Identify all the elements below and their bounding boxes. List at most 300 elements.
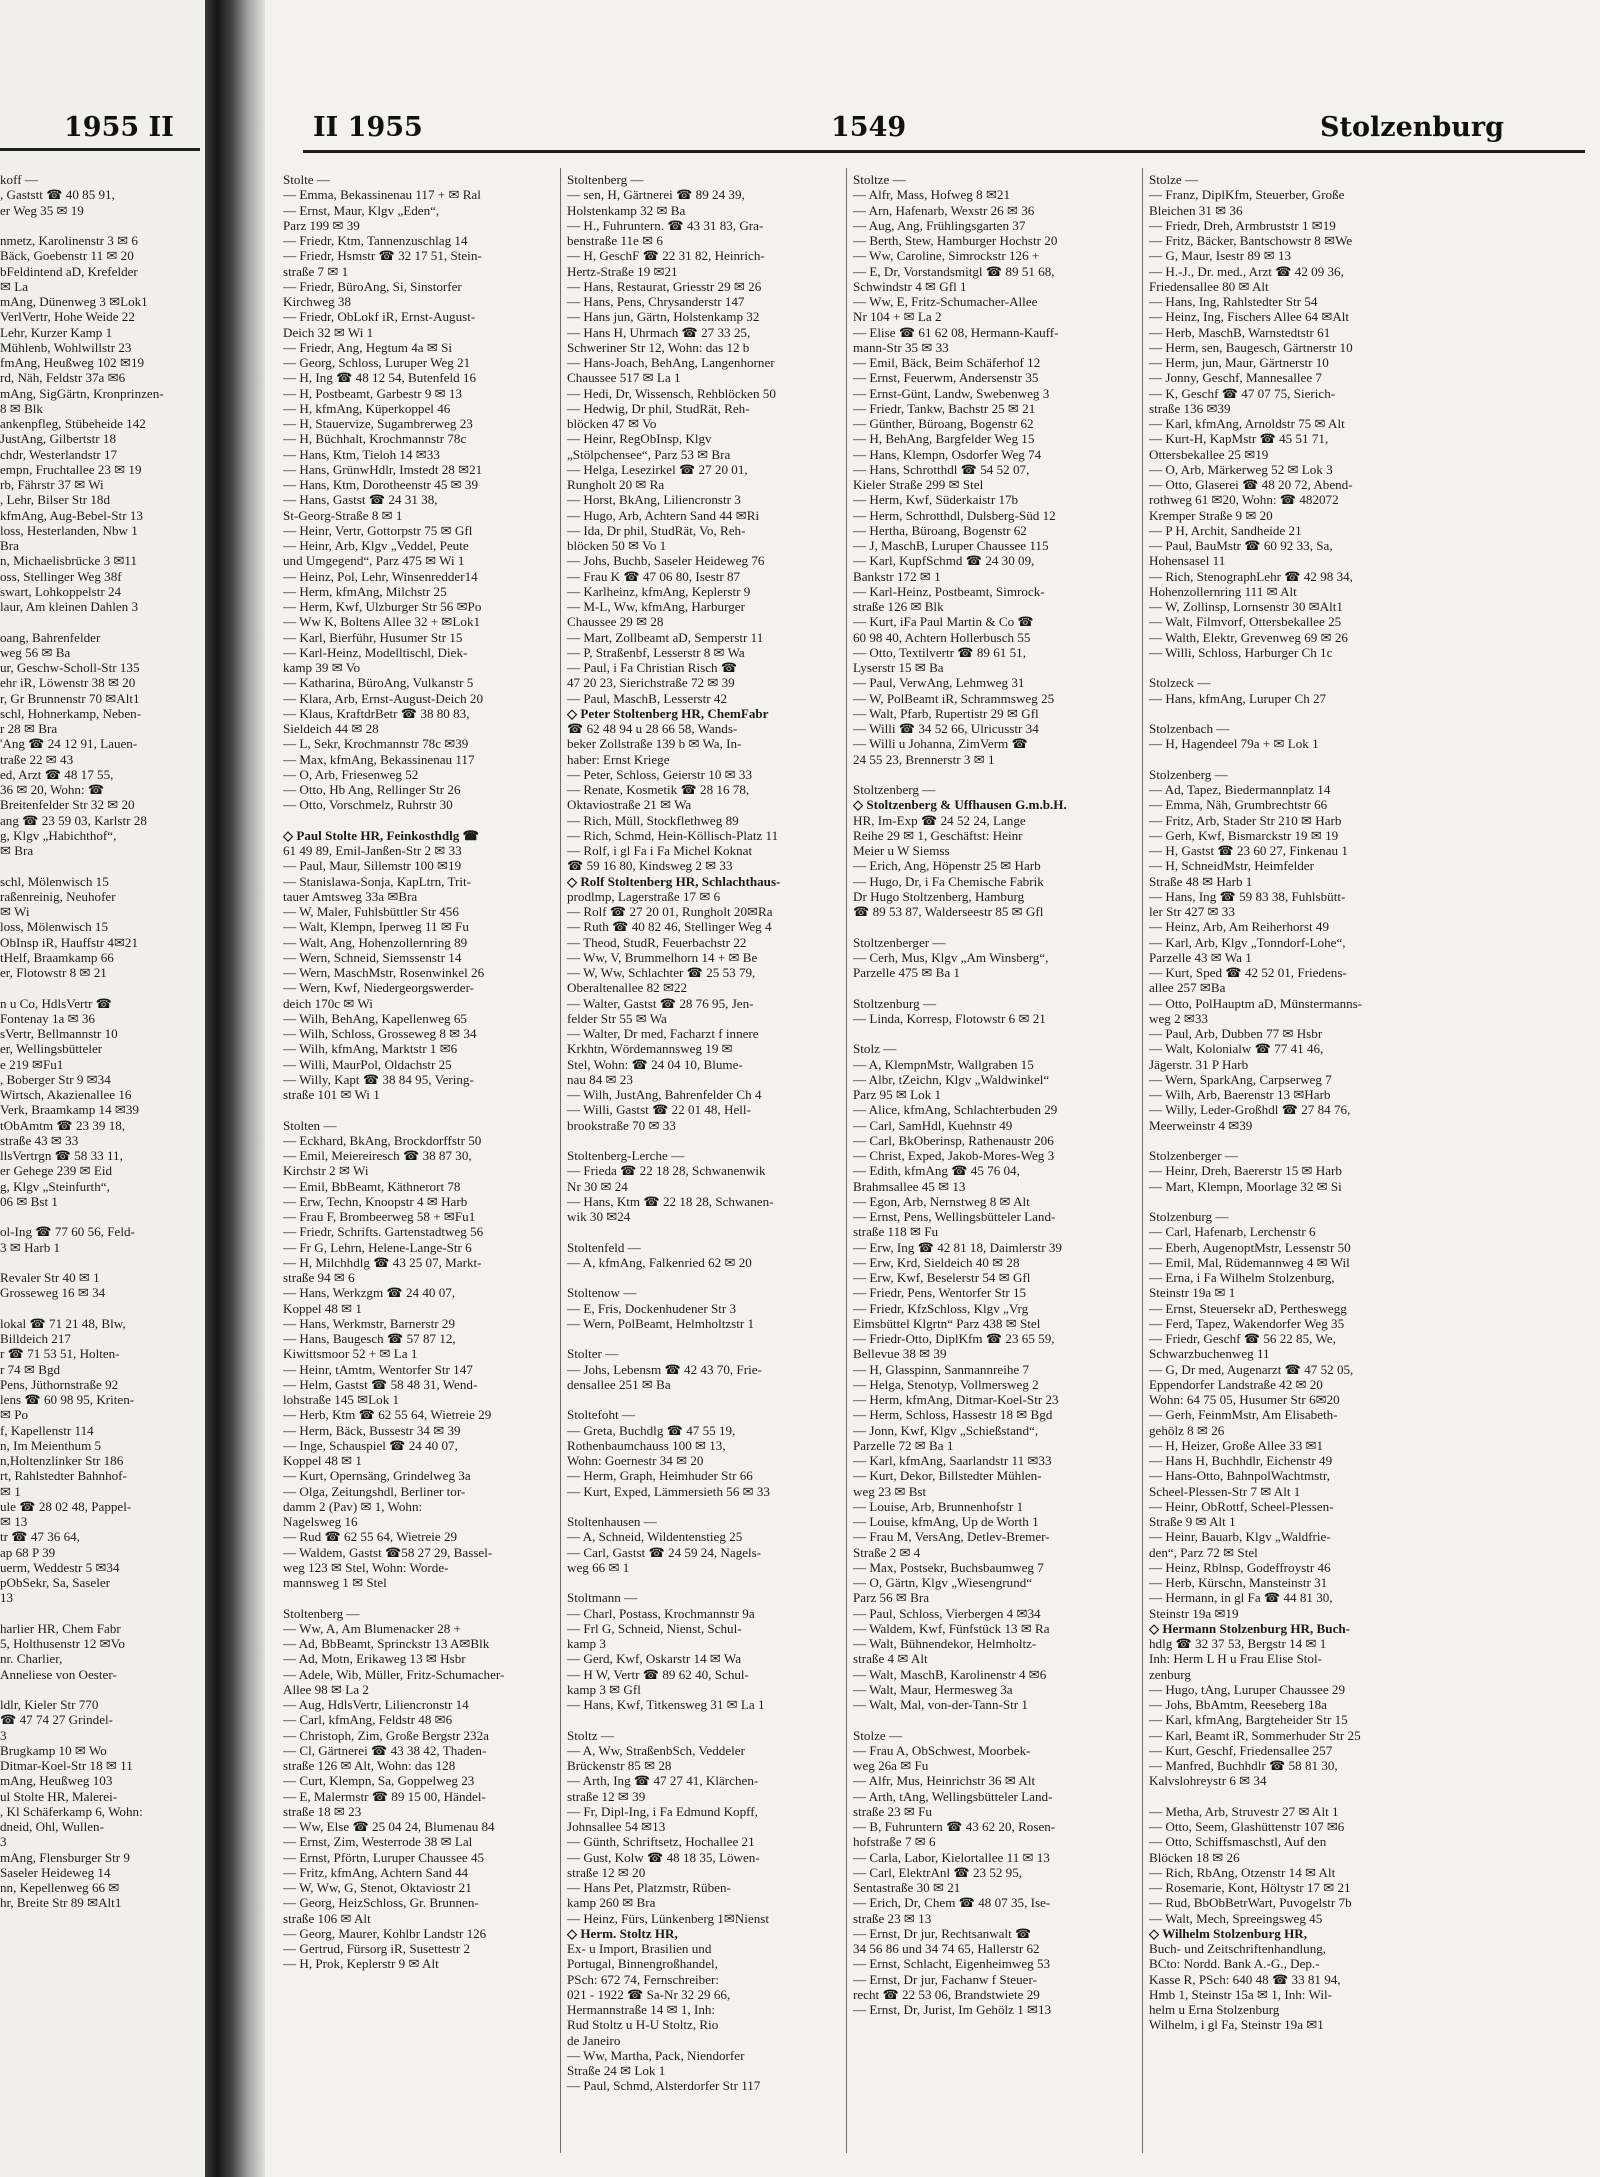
directory-entry-line: er, Wellingsbütteler: [0, 1041, 103, 1057]
directory-entry-line: — Ernst, Pens, Wellingsbütteler Land-: [853, 1209, 1056, 1224]
directory-entry-line: — Karl, Beamt iR, Sommerhuder Str 25: [1149, 1727, 1361, 1743]
directory-entry-line: 3: [0, 1727, 7, 1743]
directory-entry-line: Stoltze —: [853, 172, 906, 187]
directory-entry-line: straße 4 ✉ Alt: [853, 1651, 928, 1667]
directory-entry-line: — E, Dr, Vorstandsmitgl ☎ 89 51 68,: [853, 263, 1055, 279]
directory-entry-line: Koppel 48 ✉ 1: [283, 1453, 362, 1468]
directory-entry-line: Holstenkamp 32 ✉ Ba: [567, 202, 686, 218]
directory-entry-line: Straße 2 ✉ 4: [853, 1544, 921, 1560]
directory-entry-line: schl, Mölenwisch 15: [0, 873, 109, 889]
directory-entry-line: Bankstr 172 ✉ 1: [853, 568, 941, 584]
directory-entry-line: swart, Lohkoppelstr 24: [0, 583, 122, 599]
directory-entry-line: — Hans, Ktm ☎ 22 18 28, Schwanen-: [567, 1193, 774, 1209]
directory-entry-line: — Friedr-Otto, DiplKfm ☎ 23 65 59,: [853, 1331, 1055, 1346]
directory-entry-line: — Karl, kfmAng, Saarlandstr 11 ✉33: [853, 1453, 1052, 1468]
directory-entry-line: — Herm, jun, Maur, Gärtnerstr 10: [1149, 355, 1329, 370]
directory-entry-line: Stolzenbach —: [1149, 721, 1230, 736]
directory-entry-line: [567, 1133, 837, 1148]
directory-entry-line: r, Gr Brunnenstr 70 ✉Alt1: [0, 690, 140, 706]
directory-entry-line: — Erich, Dr, Chem ☎ 48 07 35, Ise-: [853, 1895, 1051, 1911]
directory-entry-line: — Klaus, KraftdrBetr ☎ 38 80 83,: [283, 705, 470, 721]
directory-entry-line: — Wern, MaschMstr, Rosenwinkel 26: [283, 965, 485, 980]
directory-entry-line: — Emil, Mal, Rüdemannweg 4 ✉ Wil: [1149, 1254, 1350, 1270]
directory-entry-line: Straße 24 ✉ Lok 1: [567, 2063, 666, 2078]
directory-entry-line: — O, Arb, Märkerweg 52 ✉ Lok 3: [1149, 461, 1333, 477]
directory-entry-line: Nagelsweg 16: [283, 1514, 358, 1529]
directory-entry-line: ap 68 P 39: [0, 1544, 56, 1560]
directory-entry-line: nmetz, Karolinenstr 3 ✉ 6: [0, 233, 138, 248]
directory-entry-line: bFeldintend aD, Krefelder: [0, 263, 138, 279]
directory-entry-line: ehr iR, Löwenstr 38 ✉ 20: [0, 675, 136, 691]
directory-entry-line: straße 136 ✉39: [1149, 400, 1231, 416]
directory-entry-line: 13: [0, 1590, 14, 1606]
directory-entry-line: 36 ✉ 20, Wohn: ☎: [0, 782, 105, 797]
directory-entry-line: Stoltzenburg —: [853, 995, 937, 1011]
directory-entry-line: — Hans-Otto, BahnpolWachtmstr,: [1149, 1468, 1330, 1484]
directory-entry-line: — Otto, Schiffsmaschstl, Auf den: [1149, 1834, 1327, 1850]
directory-entry-line: Mühlenb, Wohlwillstr 23: [0, 339, 132, 355]
directory-entry-line: [1149, 1133, 1589, 1148]
directory-entry-line: — G, Maur, Isestr 89 ✉ 13: [1149, 248, 1292, 264]
directory-entry-line: — Friedr, ObLokf iR, Ernst-August-: [283, 309, 476, 325]
directory-entry-line: Oberaltenallee 82 ✉22: [567, 980, 688, 996]
directory-entry-line: — Albr, tZeichn, Klgv „Waldwinkel“: [853, 1071, 1050, 1087]
directory-entry-line: — Hans jun, Gärtn, Holstenkamp 32: [567, 309, 760, 325]
directory-entry-line: — Carl, Hafenarb, Lerchenstr 6: [1149, 1224, 1316, 1240]
directory-entry-line: kamp 3 ✉ Gfl: [567, 1681, 641, 1697]
directory-entry-line: tHelf, Braamkamp 66: [0, 949, 114, 965]
directory-entry-line: Grosseweg 16 ✉ 34: [0, 1285, 106, 1301]
directory-entry-line: — Rolf ☎ 27 20 01, Rungholt 20✉Ra: [567, 904, 773, 919]
directory-entry-line: — Ww, Else ☎ 25 04 24, Blumenau 84: [283, 1819, 495, 1834]
directory-entry-line: — P, Straßenbf, Lesserstr 8 ✉ Wa: [567, 644, 745, 660]
directory-entry-line: — Walt, Maur, Hermesweg 3a: [853, 1681, 1013, 1697]
directory-entry-line: ankenpfleg, Stübeheide 142: [0, 416, 146, 431]
directory-entry-line: — H, SchneidMstr, Heimfelder: [1149, 858, 1314, 874]
directory-entry-line: lokal ☎ 71 21 48, Blw,: [0, 1315, 126, 1331]
directory-entry-line: hdlg ☎ 32 37 53, Bergstr 14 ✉ 1: [1149, 1636, 1327, 1651]
directory-entry-line: tObAmtm ☎ 23 39 18,: [0, 1117, 126, 1133]
directory-entry-line: — Carl, BkOberinsp, Rathenaustr 206: [853, 1132, 1054, 1148]
directory-entry-line: [1149, 706, 1589, 721]
directory-entry-line: Buch- und Zeitschriftenhandlung,: [1149, 1941, 1327, 1956]
directory-entry-line: — Heinr, tAmtm, Wentorfer Str 147: [283, 1361, 473, 1377]
directory-entry-line: — Herm, sen, Baugesch, Gärtnerstr 10: [1149, 339, 1353, 355]
directory-entry-line: gehölz 8 ✉ 26: [1149, 1422, 1225, 1438]
directory-entry-line: g, Klgv „Steinfurth“,: [0, 1178, 110, 1194]
directory-entry-line: ✉ 13: [0, 1514, 28, 1529]
directory-entry-line: — Arth, tAng, Wellingsbütteler Land-: [853, 1788, 1053, 1804]
directory-entry-line: — Rich, Schmd, Hein-Köllisch-Platz 11: [567, 827, 779, 843]
left-page-column: [0, 172, 198, 2147]
directory-entry-line: — Hans H, Buchhdlr, Eichenstr 49: [1149, 1453, 1333, 1468]
directory-entry-line: — Eckhard, BkAng, Brockdorffstr 50: [283, 1132, 482, 1148]
directory-entry-line: dneid, Ohl, Wullen-: [0, 1819, 104, 1834]
directory-entry-line: — Paul, Schmd, Alsterdorfer Str 117: [567, 2078, 761, 2094]
directory-entry-line: — Herb, MaschB, Warnstedtstr 61: [1149, 324, 1331, 340]
directory-entry-line: — H, Ing ☎ 48 12 54, Butenfeld 16: [283, 370, 477, 386]
directory-entry-line: 3 ✉ Harb 1: [0, 1239, 61, 1255]
directory-entry-line: — Ernst, Feuerwm, Andersenstr 35: [853, 370, 1039, 386]
directory-entry-line: — H, GeschF ☎ 22 31 82, Heinrich-: [567, 248, 765, 264]
directory-entry-line: Ditmar-Koel-Str 18 ✉ 11: [0, 1758, 133, 1773]
directory-entry-line: weg 66 ✉ 1: [567, 1559, 630, 1575]
directory-entry-line: [0, 1606, 198, 1621]
directory-entry-line: ler Str 427 ✉ 33: [1149, 904, 1235, 919]
directory-entry-line: Stolte —: [283, 172, 330, 187]
directory-entry-line: Schweriner Str 12, Wohn: das 12 b: [567, 339, 750, 355]
directory-entry-line: — sen, H, Gärtnerei ☎ 89 24 39,: [567, 187, 745, 203]
directory-entry-line: ang ☎ 23 59 03, Karlstr 28: [0, 812, 147, 828]
directory-entry-line: — Gerd, Kwf, Oskarstr 14 ✉ Wa: [567, 1651, 742, 1667]
directory-entry-line: — Ernst, Dr jur, Fachanw f Steuer-: [853, 1971, 1037, 1987]
directory-entry-line: — Egon, Arb, Nernstweg 8 ✉ Alt: [853, 1193, 1030, 1209]
directory-entry-line: pObSekr, Sa, Saseler: [0, 1575, 111, 1590]
directory-entry-line: JustAng, Gilbertstr 18: [0, 431, 117, 447]
directory-entry-line: — Heinr, Vertr, Gottorpstr 75 ✉ Gfl: [283, 522, 473, 538]
directory-entry-line: Stolzeck —: [1149, 675, 1211, 691]
directory-entry-line: — Erw, Ing ☎ 42 81 18, Daimlerstr 39: [853, 1239, 1062, 1255]
directory-entry-line: 60 98 40, Achtern Hollerbusch 55: [853, 629, 1031, 645]
directory-entry-line: — Heinr, Dreh, Baererstr 15 ✉ Harb: [1149, 1163, 1342, 1179]
directory-entry-line: Wilhelm, i gl Fa, Steinstr 19a ✉1: [1149, 2017, 1324, 2033]
directory-entry-line: — Curt, Klempn, Sa, Goppelweg 23: [283, 1773, 475, 1789]
directory-entry-line: Portugal, Binnengroßhandel,: [567, 1956, 718, 1972]
directory-entry-line: Chaussee 29 ✉ 28: [567, 614, 664, 630]
directory-entry-line: — Ernst, Dr jur, Rechtsanwalt ☎: [853, 1925, 1032, 1941]
directory-entry-line: Stolzenberger —: [1149, 1148, 1238, 1163]
directory-entry-line: straße 18 ✉ 23: [283, 1803, 362, 1819]
directory-entry-line: Pens, Jüthornstraße 92: [0, 1376, 119, 1392]
directory-entry-line: — Johs, Buchb, Saseler Heideweg 76: [567, 553, 765, 569]
directory-entry-line: [0, 1682, 198, 1697]
directory-entry-line: 5, Holthusenstr 12 ✉Vo: [0, 1636, 125, 1651]
directory-entry-line: Inh: Herm L H u Frau Elise Stol-: [1149, 1651, 1322, 1667]
directory-entry-line: — Helm, Gastst ☎ 58 48 31, Wend-: [283, 1376, 478, 1392]
directory-entry-line: recht ☎ 22 53 06, Brandstwiete 29: [853, 1986, 1040, 2002]
directory-entry-line: — Karl-Heinz, Postbeamt, Simrock-: [853, 583, 1045, 599]
directory-entry-line: — Rud, BbObBetrWart, Puvogelstr 7b: [1149, 1895, 1352, 1911]
directory-entry-line: Parz 95 ✉ Lok 1: [853, 1087, 942, 1102]
directory-entry-line: Chaussee 517 ✉ La 1: [567, 370, 681, 386]
directory-entry-line: — Linda, Korresp, Flotowstr 6 ✉ 21: [853, 1010, 1046, 1026]
directory-entry-line: — Wilh, kfmAng, Marktstr 1 ✉6: [283, 1041, 458, 1057]
directory-entry-line: — Ww, Caroline, Simrockstr 126 +: [853, 248, 1040, 264]
directory-entry-line: Saseler Heideweg 14: [0, 1864, 111, 1880]
directory-entry-line: Bäck, Goebenstr 11 ✉ 20: [0, 248, 134, 264]
directory-entry-line: — Ad, BbBeamt, Sprinckstr 13 A✉Blk: [283, 1636, 490, 1651]
directory-entry-line: — Kurt-H, KapMstr ☎ 45 51 71,: [1149, 431, 1329, 447]
directory-entry-line: 'Ang ☎ 24 12 91, Lauen-: [0, 736, 138, 752]
directory-entry-line: — Hans, kfmAng, Luruper Ch 27: [1149, 690, 1327, 706]
directory-entry-line: — Alfr, Mass, Hofweg 8 ✉21: [853, 187, 1011, 203]
directory-entry-line: weg 2 ✉33: [1149, 1010, 1208, 1026]
directory-entry-line: Rungholt 20 ✉ Ra: [567, 477, 665, 492]
directory-entry-line: Wirtsch, Akazienallee 16: [0, 1087, 132, 1102]
directory-entry-line: — H, Prok, Keplerstr 9 ✉ Alt: [283, 1956, 439, 1972]
directory-entry-line: — Otto, Vorschmelz, Ruhrstr 30: [283, 797, 453, 813]
directory-entry-line: — Adele, Wib, Müller, Fritz-Schumacher-: [283, 1666, 505, 1682]
directory-entry-line: — Herm, kfmAng, Ditmar-Koel-Str 23: [853, 1392, 1059, 1407]
directory-entry-line: [567, 1270, 837, 1285]
directory-entry-line: Stolzenberg —: [1149, 766, 1228, 782]
directory-entry-line: — Kurt, Dekor, Billstedter Mühlen-: [853, 1468, 1042, 1484]
directory-entry-line: [0, 858, 198, 873]
directory-entry-line: Deich 32 ✉ Wi 1: [283, 324, 374, 340]
directory-entry-line: — Peter, Schloss, Geierstr 10 ✉ 33: [567, 766, 753, 782]
directory-entry-line: — Heinz, Ing, Fischers Allee 64 ✉Alt: [1149, 309, 1350, 325]
directory-entry-line: — Fr G, Lehrn, Helene-Lange-Str 6: [283, 1239, 472, 1255]
directory-entry-line: beker Zollstraße 139 b ✉ Wa, In-: [567, 736, 742, 752]
directory-entry-line: — Rich, StenographLehr ☎ 42 98 34,: [1149, 568, 1353, 584]
directory-entry-line: nn, Kepellenweg 66 ✉: [0, 1880, 120, 1895]
directory-entry-line: Hohenzollernring 111 ✉ Alt: [1149, 583, 1297, 599]
directory-entry-line: und Umgegend“, Parz 475 ✉ Wi 1: [283, 553, 465, 569]
directory-entry-line: [853, 919, 1135, 934]
directory-entry-line: — Heinr, ObRottf, Scheel-Plessen-: [1149, 1498, 1334, 1514]
directory-entry-line: Parzelle 475 ✉ Ba 1: [853, 965, 960, 980]
directory-entry-line: Hohensasel 11: [1149, 553, 1226, 569]
directory-entry-line: — Gertrud, Fürsorg iR, Susettestr 2: [283, 1941, 471, 1956]
directory-entry-line: — Walt, Kolonialw ☎ 77 41 46,: [1149, 1041, 1324, 1057]
directory-entry-line: Billdeich 217: [0, 1331, 71, 1346]
directory-entry-line: — Hugo, Arb, Achtern Sand 44 ✉Ri: [567, 507, 760, 523]
directory-entry-line: n, Im Meienthum 5: [0, 1437, 102, 1453]
directory-entry-line: — Fr, Dipl-Ing, i Fa Edmund Kopff,: [567, 1803, 758, 1819]
directory-entry-line: — Hugo, tAng, Luruper Chaussee 29: [1149, 1681, 1346, 1697]
directory-column-2: [567, 172, 837, 2147]
directory-entry-line: Stolze —: [1149, 172, 1199, 187]
directory-entry-line: — Hedwig, Dr phil, StudRät, Reh-: [567, 400, 750, 416]
directory-entry-line: — Greta, Buchdlg ☎ 47 55 19,: [567, 1422, 736, 1438]
directory-entry-line: — M-L, Ww, kfmAng, Harburger: [567, 599, 745, 614]
directory-entry-line: — Christoph, Zim, Große Bergstr 232a: [283, 1727, 489, 1743]
directory-entry-line: r 74 ✉ Bgd: [0, 1361, 61, 1377]
directory-entry-line: ☎ 59 16 80, Kindsweg 2 ✉ 33: [567, 858, 733, 874]
directory-entry-line: — Willy, Kapt ☎ 38 84 95, Vering-: [283, 1071, 474, 1087]
directory-entry-line: — Walter, Gastst ☎ 28 76 95, Jen-: [567, 995, 754, 1011]
directory-entry-line: — Klara, Arb, Ernst-August-Deich 20: [283, 690, 483, 706]
directory-entry-line: — Wern, PolBeamt, Helmholtzstr 1: [567, 1315, 755, 1331]
directory-entry-line: — Hermann, in gl Fa ☎ 44 81 30,: [1149, 1590, 1333, 1606]
directory-entry-line: — Georg, Schloss, Luruper Weg 21: [283, 355, 471, 370]
directory-entry-line: ◇ Paul Stolte HR, Feinkosthdlg ☎: [283, 827, 479, 843]
directory-entry-line: — Ruth ☎ 40 82 46, Stellinger Weg 4: [567, 919, 772, 935]
directory-entry-line: prodlmp, Lagerstraße 17 ✉ 6: [567, 888, 721, 904]
directory-entry-line: — Karl, kfmAng, Arnoldstr 75 ✉ Alt: [1149, 416, 1345, 431]
directory-entry-line: ldlr, Kieler Str 770: [0, 1697, 99, 1712]
directory-entry-line: — Jonn, Kwf, Klgv „Schießstand“,: [853, 1422, 1039, 1438]
directory-entry-line: — Rud ☎ 62 55 64, Wietreie 29: [283, 1529, 458, 1545]
directory-entry-line: — Rich, RbAng, Otzenstr 14 ✉ Alt: [1149, 1864, 1336, 1880]
directory-entry-line: allee 257 ✉Ba: [1149, 980, 1226, 996]
directory-entry-line: — Ida, Dr phil, StudRät, Vo, Reh-: [567, 522, 746, 538]
directory-entry-line: oss, Stellinger Weg 38f: [0, 568, 122, 584]
directory-entry-line: Revaler Str 40 ✉ 1: [0, 1270, 100, 1285]
directory-entry-line: Schwarzbuchenweg 11: [1149, 1346, 1270, 1362]
directory-entry-line: ule ☎ 28 02 48, Pappel-: [0, 1498, 132, 1514]
directory-entry-line: — Wilh, Schloss, Grosseweg 8 ✉ 34: [283, 1026, 477, 1041]
directory-column-3: [853, 172, 1135, 2147]
directory-entry-line: Schwindstr 4 ✉ Gfl 1: [853, 278, 967, 294]
directory-entry-line: ◇ Rolf Stoltenberg HR, Schlachthaus-: [567, 873, 781, 889]
column-divider-3: [1142, 168, 1143, 2153]
directory-entry-line: Stoltzenberger —: [853, 934, 946, 950]
directory-entry-line: empn, Fruchtallee 23 ✉ 19: [0, 461, 142, 477]
directory-entry-line: — Georg, Maurer, Kohlbr Landstr 126: [283, 1925, 487, 1941]
directory-entry-line: Krkhtn, Wördemannsweg 19 ✉: [567, 1041, 733, 1057]
directory-entry-line: mAng, Heußweg 103: [0, 1773, 113, 1789]
directory-entry-line: — Erw, Kwf, Beselerstr 54 ✉ Gfl: [853, 1270, 1031, 1285]
directory-entry-line: — Ww, Martha, Pack, Niendorfer: [567, 2047, 745, 2063]
directory-entry-line: — H W, Vertr ☎ 89 62 40, Schul-: [567, 1666, 749, 1682]
directory-entry-line: [1149, 1789, 1589, 1804]
directory-entry-line: — Hans Pet, Platzmstr, Rüben-: [567, 1880, 731, 1895]
header-rule: [303, 150, 1585, 153]
directory-entry-line: Parz 199 ✉ 39: [283, 217, 360, 233]
directory-entry-line: — Willi, Gastst ☎ 22 01 48, Hell-: [567, 1102, 751, 1118]
directory-entry-line: weg 56 ✉ Ba: [0, 644, 71, 660]
directory-entry-line: Blöcken 18 ✉ 26: [1149, 1849, 1240, 1865]
left-page: [0, 0, 205, 2177]
directory-entry-line: [853, 767, 1135, 782]
directory-entry-line: — Frau K ☎ 47 06 80, Isestr 87: [567, 568, 741, 584]
directory-entry-line: — Kurt, Geschf, Friedensallee 257: [1149, 1742, 1333, 1758]
directory-entry-line: — Edith, kfmAng ☎ 45 76 04,: [853, 1163, 1020, 1179]
directory-entry-line: — Hans H, Uhrmach ☎ 27 33 25,: [567, 324, 751, 340]
directory-entry-line: mAng, SigGärtn, Kronprinzen-: [0, 385, 164, 401]
directory-entry-line: — Kurt, iFa Paul Martin & Co ☎: [853, 614, 1034, 630]
directory-entry-line: — Renate, Kosmetik ☎ 28 16 78,: [567, 782, 750, 797]
directory-entry-line: Kalvslohreystr 6 ✉ 34: [1149, 1773, 1267, 1789]
directory-entry-line: — Herm, kfmAng, Milchstr 25: [283, 583, 447, 599]
directory-entry-line: — Hans, Ktm, Dorotheenstr 45 ✉ 39: [283, 477, 478, 492]
directory-entry-line: Straße 48 ✉ Harb 1: [1149, 873, 1253, 889]
directory-entry-line: ◇ Herm. Stoltz HR,: [567, 1925, 678, 1941]
directory-entry-line: straße 12 ✉ 39: [567, 1788, 646, 1804]
directory-entry-line: — Carl, SamHdl, Kuehnstr 49: [853, 1117, 1013, 1133]
directory-entry-line: Rothenbaumchauss 100 ✉ 13,: [567, 1437, 726, 1453]
directory-entry-line: — Frieda ☎ 22 18 28, Schwanenwik: [567, 1163, 766, 1179]
directory-entry-line: — Charl, Postass, Krochmannstr 9a: [567, 1605, 755, 1621]
directory-entry-line: — E, Fris, Dockenhudener Str 3: [567, 1300, 737, 1316]
directory-entry-line: ✉ 1: [0, 1483, 21, 1499]
directory-entry-line: — Hugo, Dr, i Fa Chemische Fabrik: [853, 873, 1044, 889]
directory-entry-line: — W, Maler, Fuhlsbüttler Str 456: [283, 904, 459, 919]
right-page: [265, 0, 1600, 2177]
directory-entry-line: e 219 ✉Fu1: [0, 1056, 64, 1072]
directory-entry-line: — Friedr, Ang, Hegtum 4a ✉ Si: [283, 339, 453, 355]
directory-entry-line: Kiwittsmoor 52 + ✉ La 1: [283, 1346, 418, 1362]
directory-entry-line: — Ww, A, Am Blumenacker 28 +: [283, 1620, 461, 1636]
directory-entry-line: n, Michaelisbrücke 3 ✉11: [0, 553, 138, 569]
directory-entry-line: — Ernst-Günt, Landw, Swebenweg 3: [853, 385, 1050, 401]
page-header-right: Stolzenburg: [1320, 112, 1504, 143]
directory-entry-line: — Hans, Restaurat, Griesstr 29 ✉ 26: [567, 278, 762, 294]
directory-entry-line: helm u Erna Stolzenburg: [1149, 2002, 1280, 2017]
directory-entry-line: — Emma, Bekassinenau 117 + ✉ Ral: [283, 187, 481, 203]
directory-entry-line: harlier HR, Chem Fabr: [0, 1620, 121, 1636]
directory-entry-line: — Helga, Lesezirkel ☎ 27 20 01,: [567, 461, 748, 477]
directory-entry-line: — Walt, Bühnendekor, Helmholtz-: [853, 1636, 1037, 1651]
directory-entry-line: — Heinz, Pol, Lehr, Winsenredder14: [283, 568, 478, 584]
directory-entry-line: Bleichen 31 ✉ 36: [1149, 202, 1243, 218]
directory-entry-line: ◇ Peter Stoltenberg HR, ChemFabr: [567, 705, 769, 721]
directory-entry-line: Rud Stoltz u H-U Stoltz, Rio: [567, 2017, 719, 2033]
directory-entry-line: sVertr, Bellmannstr 10: [0, 1026, 118, 1041]
directory-entry-line: deich 170c ✉ Wi: [283, 995, 373, 1011]
directory-entry-line: — Heinr, Bauarb, Klgv „Waldfrie-: [1149, 1529, 1331, 1545]
directory-entry-line: — B, Fuhruntern ☎ 43 62 20, Rosen-: [853, 1819, 1056, 1834]
directory-entry-line: — H, Hagendeel 79a + ✉ Lok 1: [1149, 736, 1319, 752]
directory-entry-line: — Willi, MaurPol, Oldachstr 25: [283, 1056, 452, 1072]
directory-entry-line: — Wern, SparkAng, Carpserweg 7: [1149, 1071, 1332, 1087]
directory-entry-line: Lyserstr 15 ✉ Ba: [853, 660, 944, 675]
directory-entry-line: — Paul, Maur, Sillemstr 100 ✉19: [283, 858, 462, 874]
directory-entry-line: Meerweinstr 4 ✉39: [1149, 1117, 1253, 1133]
directory-entry-line: — Erich, Ang, Höpenstr 25 ✉ Harb: [853, 858, 1041, 874]
directory-entry-line: [567, 1224, 837, 1239]
directory-entry-line: Lehr, Kurzer Kamp 1: [0, 324, 113, 340]
directory-entry-line: — Mart, Klempn, Moorlage 32 ✉ Si: [1149, 1178, 1342, 1194]
directory-entry-line: — Frau M, VersAng, Detlev-Bremer-: [853, 1529, 1050, 1545]
directory-entry-line: kamp 3: [567, 1636, 606, 1651]
directory-entry-line: — Heinr, Arb, Klgv „Veddel, Peute: [283, 538, 469, 553]
directory-entry-line: [283, 1590, 553, 1605]
directory-entry-line: rb, Fährstr 37 ✉ Wi: [0, 477, 104, 492]
directory-entry-line: den“, Parz 72 ✉ Stel: [1149, 1544, 1258, 1560]
directory-entry-line: — Walt, Mal, von-der-Tann-Str 1: [853, 1697, 1028, 1712]
directory-entry-line: Meier u W Siemss: [853, 843, 950, 858]
directory-entry-line: straße 126 ✉ Blk: [853, 599, 944, 614]
page-header-left: II 1955: [313, 112, 423, 143]
directory-entry-line: Ex- u Import, Brasilien und: [567, 1941, 712, 1956]
directory-entry-line: — Friedr, Ktm, Tannenzuschlag 14: [283, 233, 468, 248]
directory-entry-line: — Herm, Kwf, Süderkaistr 17b: [853, 492, 1019, 508]
directory-entry-line: uerm, Weddestr 5 ✉34: [0, 1559, 120, 1575]
directory-entry-line: [567, 1575, 837, 1590]
directory-entry-line: — Franz, DiplKfm, Steuerber, Große: [1149, 187, 1345, 203]
directory-entry-line: de Janeiro: [567, 2032, 621, 2048]
directory-entry-line: — Hans, Ktm, Tieloh 14 ✉33: [283, 446, 440, 462]
directory-entry-line: Allee 98 ✉ La 2: [283, 1681, 369, 1697]
directory-entry-line: — Herm, Graph, Heimhuder Str 66: [567, 1468, 753, 1484]
directory-entry-line: — Georg, HeizSchloss, Gr. Brunnen-: [283, 1895, 479, 1911]
directory-entry-line: — Günth, Schriftsetz, Hochallee 21: [567, 1834, 755, 1850]
directory-entry-line: ◇ Hermann Stolzenburg HR, Buch-: [1149, 1620, 1351, 1636]
directory-entry-line: r ☎ 71 53 51, Holten-: [0, 1346, 120, 1362]
directory-entry-line: rt, Rahlstedter Bahnhof-: [0, 1468, 127, 1484]
directory-entry-line: — W, Ww, G, Stenot, Oktaviostr 21: [283, 1880, 472, 1895]
directory-entry-line: Nr 104 + ✉ La 2: [853, 309, 942, 325]
directory-entry-line: ◇ Stoltzenberg & Uffhausen G.m.b.H.: [853, 797, 1067, 813]
directory-entry-line: — Friedr, KfzSchloss, Klgv „Vrg: [853, 1300, 1029, 1316]
directory-entry-line: ul Stolte HR, Malerei-: [0, 1788, 118, 1804]
directory-entry-line: loss, Hesterlanden, Nbw 1: [0, 522, 138, 538]
directory-entry-line: — Theod, StudR, Feuerbachstr 22: [567, 934, 747, 950]
directory-entry-line: Hermannstraße 14 ✉ 1, Inh:: [567, 2002, 716, 2017]
directory-entry-line: — O, Arb, Friesenweg 52: [283, 766, 419, 782]
directory-entry-line: Brahmsallee 45 ✉ 13: [853, 1178, 966, 1194]
directory-entry-line: Steinstr 19a ✉ 1: [1149, 1285, 1236, 1301]
directory-entry-line: [1149, 660, 1589, 675]
directory-entry-line: Stolze —: [853, 1727, 903, 1743]
directory-entry-line: — W, PolBeamt iR, Schrammsweg 25: [853, 690, 1055, 706]
directory-entry-line: — H, BehAng, Bargfelder Weg 15: [853, 431, 1035, 447]
directory-entry-line: — Carl, ElektrAnl ☎ 23 52 95,: [853, 1864, 1023, 1880]
directory-entry-line: — Fritz, Bäcker, Bantschowstr 8 ✉We: [1149, 233, 1353, 248]
directory-entry-line: mann-Str 35 ✉ 33: [853, 339, 949, 355]
